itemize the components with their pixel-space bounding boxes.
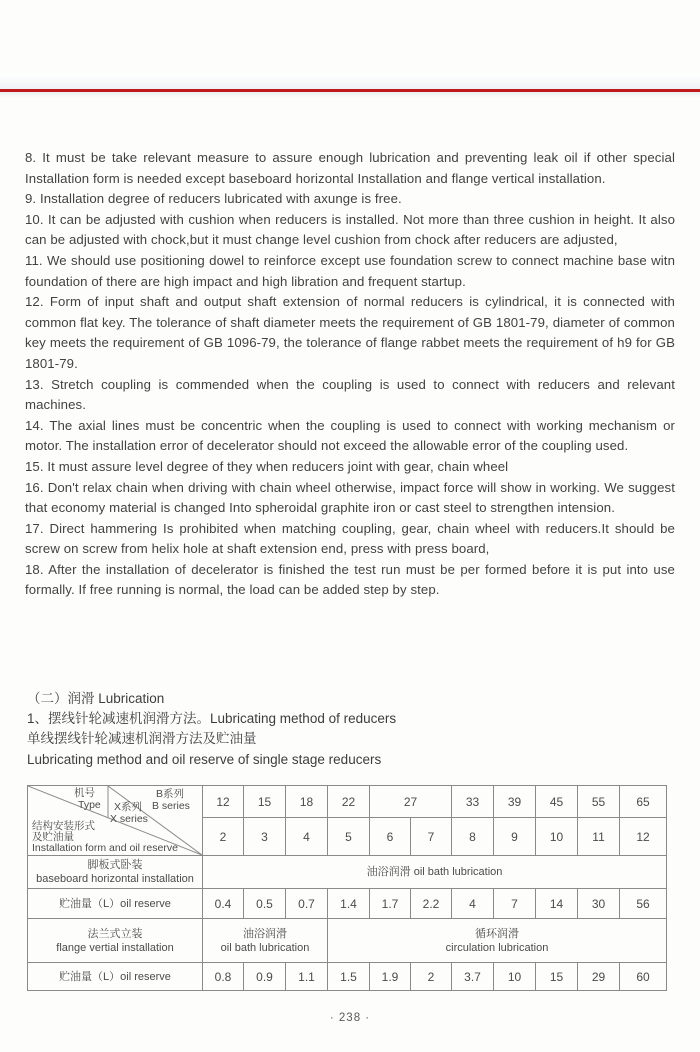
oil-reserve-cell: 0.4 bbox=[203, 889, 244, 919]
row-label-flange bbox=[28, 919, 203, 963]
b-series-cell: 65 bbox=[620, 786, 667, 818]
oil-reserve-cell: 30 bbox=[578, 889, 620, 919]
corner-x-series-cn: X系列 bbox=[114, 801, 143, 813]
body-paragraph: 8. It must be take relevant measure to assure enough lubrication and preventing leak oil if other special Installation form is needed except baseboard horizontal Installation and flange vertical installation. bbox=[25, 150, 675, 186]
b-series-cell: 27 bbox=[370, 786, 452, 818]
oil-reserve-cell: 15 bbox=[536, 963, 578, 991]
oil-reserve-cell: 3.7 bbox=[452, 963, 494, 991]
oil-reserve-cell: 1.1 bbox=[286, 963, 328, 991]
oil-reserve-cell: 0.5 bbox=[244, 889, 286, 919]
header-shade bbox=[0, 74, 700, 89]
lubrication-span-cell bbox=[328, 919, 667, 963]
section-line-2: 单线摆线针轮减速机润滑方法及贮油量 bbox=[27, 731, 257, 747]
row-label-baseboard bbox=[28, 856, 203, 889]
corner-type-en: Type bbox=[78, 799, 101, 811]
lube-cn: 循环润滑 bbox=[475, 927, 519, 940]
x-series-cell: 12 bbox=[620, 818, 667, 856]
body-paragraph: 10. It can be adjusted with cushion when reducers is installed. Not more than three cushion in height. It also can be adjusted with chock,but it must change level cushion from chock after reducers are adjusted, bbox=[25, 211, 675, 248]
b-series-cell: 22 bbox=[328, 786, 370, 818]
x-series-cell: 10 bbox=[536, 818, 578, 856]
body-paragraph: 13. Stretch coupling is commended when the coupling is used to connect with reducers and relevant machines. bbox=[25, 376, 675, 413]
section-line-3: Lubricating method and oil reserve of single stage reducers bbox=[27, 751, 382, 767]
oil-reserve-cell: 1.7 bbox=[370, 889, 411, 919]
x-series-cell: 6 bbox=[370, 818, 411, 856]
lube-en: oil bath lubrication bbox=[413, 866, 503, 878]
lube-cn: 油浴润滑 bbox=[243, 927, 287, 940]
corner-x-series-en: X series bbox=[110, 813, 148, 825]
oil-reserve-cell: 10 bbox=[494, 963, 536, 991]
corner-cell bbox=[28, 786, 203, 856]
body-paragraph: 17. Direct hammering Is prohibited when matching coupling, gear, chain wheel with reducers.It should be screw on screw from helix hole at shaft extension end, press with press board, bbox=[25, 520, 675, 557]
x-series-cell: 4 bbox=[286, 818, 328, 856]
lubrication-span-cell bbox=[203, 856, 667, 889]
oil-reserve-cell: 1.4 bbox=[328, 889, 370, 919]
lube-cn: 油浴润滑 bbox=[366, 866, 411, 878]
section-heading: （二）润滑 Lubrication bbox=[27, 691, 165, 706]
corner-b-series-cn: B系列 bbox=[156, 788, 185, 800]
body-paragraph: 18. After the installation of decelerator is finished the test run must be per formed before it is put into use formally. If free running is normal, the load can be added step by step. bbox=[25, 561, 675, 598]
body-paragraph: 11. We should use positioning dowel to reinforce except use foundation screw to connect machine base witn foundation of there are high impact and high libration and frequent startup. bbox=[25, 252, 675, 289]
x-series-cell: 7 bbox=[411, 818, 452, 856]
oil-reserve-cell: 0.7 bbox=[286, 889, 328, 919]
row-label-en: baseboard horizontal installation bbox=[36, 873, 194, 885]
corner-install-en: Installation form and oil reserve bbox=[32, 842, 178, 854]
oil-reserve-cell: 0.9 bbox=[244, 963, 286, 991]
body-paragraph: 12. Form of input shaft and output shaft extension of normal reducers is cylindrical, it is connected with common flat key. The tolerance of shaft diameter meets the requirement of GB 1801-79, diameter of common key meets the requirement of GB 1096-79, the tolerance of flange rabbet meets the requirement of h9 for GB 1801-79. bbox=[25, 294, 675, 371]
x-series-cell: 5 bbox=[328, 818, 370, 856]
x-series-cell: 9 bbox=[494, 818, 536, 856]
b-series-cell: 18 bbox=[286, 786, 328, 818]
lubrication-span-cell bbox=[203, 919, 328, 963]
row-label-cn: 脚板式卧装 bbox=[87, 859, 143, 871]
oil-reserve-cell: 7 bbox=[494, 889, 536, 919]
body-paragraph: 15. It must assure level degree of they when reducers joint with gear, chain wheel bbox=[25, 458, 509, 474]
corner-type-cn: 机号 bbox=[74, 787, 95, 799]
row-label-oil-reserve: 贮油量（L）oil reserve bbox=[28, 963, 203, 991]
row-label-cn: 法兰式立装 bbox=[87, 927, 143, 940]
oil-reserve-cell: 0.8 bbox=[203, 963, 244, 991]
row-label-oil-reserve: 贮油量（L）oil reserve bbox=[28, 889, 203, 919]
oil-reserve-table bbox=[27, 785, 667, 991]
oil-reserve-cell: 14 bbox=[536, 889, 578, 919]
oil-reserve-cell: 60 bbox=[620, 963, 667, 991]
lubrication-section-headings bbox=[27, 689, 677, 770]
body-paragraph: 9. Installation degree of reducers lubricated with axunge is free. bbox=[25, 191, 402, 207]
b-series-cell: 12 bbox=[203, 786, 244, 818]
corner-install-cn-1: 结构安装形式 bbox=[32, 820, 95, 832]
b-series-cell: 33 bbox=[452, 786, 494, 818]
body-paragraph: 16. Don't relax chain when driving with chain wheel otherwise, impact force will show in working. We suggest that economy material is changed Into spheroidal graphite iron or cast steel to strengthen intension. bbox=[25, 479, 675, 516]
oil-reserve-cell: 29 bbox=[578, 963, 620, 991]
oil-reserve-cell: 4 bbox=[452, 889, 494, 919]
oil-reserve-cell: 56 bbox=[620, 889, 667, 919]
oil-reserve-cell: 1.5 bbox=[328, 963, 370, 991]
x-series-cell: 2 bbox=[203, 818, 244, 856]
page-number: · 238 · bbox=[329, 1012, 371, 1024]
x-series-cell: 11 bbox=[578, 818, 620, 856]
x-series-cell: 8 bbox=[452, 818, 494, 856]
oil-reserve-cell: 2 bbox=[411, 963, 452, 991]
oil-reserve-cell: 2.2 bbox=[411, 889, 452, 919]
lube-en: oil bath lubrication bbox=[220, 941, 310, 954]
row-label-en: flange vertial installation bbox=[56, 941, 174, 954]
b-series-cell: 55 bbox=[578, 786, 620, 818]
oil-reserve-cell: 1.9 bbox=[370, 963, 411, 991]
lube-en: circulation lubrication bbox=[445, 941, 549, 954]
body-paragraph: 14. The axial lines must be concentric when the coupling is used to connect with working mechanism or motor. The installation error of decelerator should not exceed the allowable error of the coupling used. bbox=[25, 417, 675, 454]
x-series-cell: 3 bbox=[244, 818, 286, 856]
b-series-cell: 15 bbox=[244, 786, 286, 818]
corner-install-cn-2: 及贮油量 bbox=[32, 831, 74, 843]
body-text-block bbox=[25, 148, 675, 601]
b-series-cell: 45 bbox=[536, 786, 578, 818]
corner-b-series-en: B series bbox=[152, 800, 190, 812]
section-line-1: 1、摆线针轮减速机润滑方法。Lubricating method of reducers bbox=[27, 711, 397, 727]
b-series-cell: 39 bbox=[494, 786, 536, 818]
header-shade-below bbox=[0, 92, 700, 99]
